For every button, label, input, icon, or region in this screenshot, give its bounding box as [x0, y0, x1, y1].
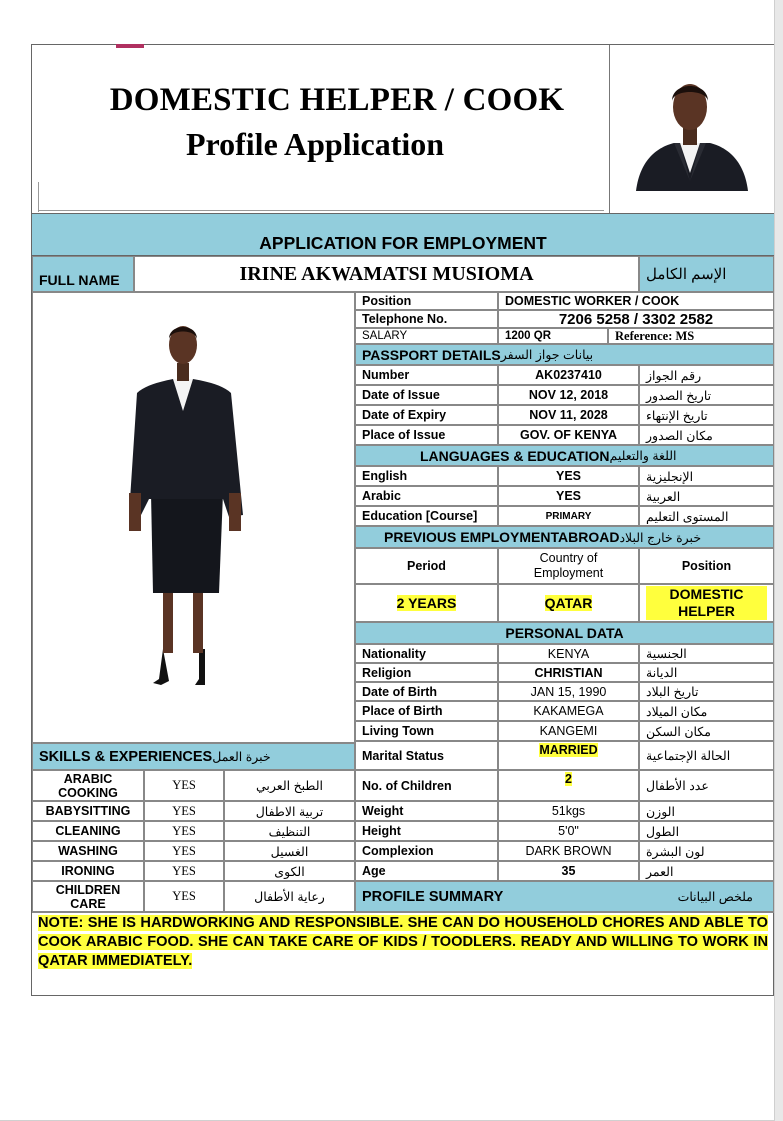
skill-washing-label: WASHING — [32, 841, 144, 861]
languages-section-header — [355, 445, 774, 466]
country-cell — [498, 584, 639, 622]
personal-data-header: PERSONAL DATA — [355, 622, 774, 644]
dob-label: Date of Birth — [355, 682, 498, 701]
english-value: YES — [498, 466, 639, 486]
living-town-label: Living Town — [355, 721, 498, 741]
skill-arabic-cooking-label: ARABIC COOKING — [32, 770, 144, 801]
height-value: 5'0" — [498, 821, 639, 841]
period-header: Period — [355, 548, 498, 584]
passport-number-label: Number — [355, 365, 498, 385]
skill-babysitting-label: BABYSITTING — [32, 801, 144, 821]
country-value: QATAR — [544, 595, 593, 611]
pob-value: KAKAMEGA — [498, 701, 639, 721]
marital-status-cell — [498, 741, 639, 770]
dob-value: JAN 15, 1990 — [498, 682, 639, 701]
children-label: No. of Children — [355, 770, 498, 801]
arabic-label-ar: العربية — [639, 486, 774, 506]
passport-expiry-label-ar: تاريخ الإنتهاء — [639, 405, 774, 425]
previous-employment-title: PREVIOUS EMPLOYMENTABROAD — [384, 529, 620, 545]
dob-label-ar: تاريخ البلاد — [639, 682, 774, 701]
children-label-ar: عدد الأطفال — [639, 770, 774, 801]
reference-value: Reference: MS — [608, 328, 774, 344]
page-subtitle: Profile Application — [185, 126, 445, 162]
note-text — [38, 914, 768, 970]
skills-title-ar: خبرة العمل — [212, 750, 271, 764]
complexion-label-ar: لون البشرة — [639, 841, 774, 861]
page-title: DOMESTIC HELPER / COOK — [109, 82, 565, 118]
position-history-value: DOMESTIC HELPER — [646, 586, 767, 620]
skill-ironing-value: YES — [144, 861, 224, 881]
period-value: 2 YEARS — [396, 595, 457, 611]
age-label-ar: العمر — [639, 861, 774, 881]
nationality-label-ar: الجنسية — [639, 644, 774, 663]
skill-arabic-cooking-value: YES — [144, 770, 224, 801]
skill-ironing-label: IRONING — [32, 861, 144, 881]
profile-summary-title-ar: ملخص البيانات — [677, 890, 753, 904]
passport-section-header — [355, 344, 774, 365]
full-name-value: IRINE AKWAMATSI MUSIOMA — [134, 256, 639, 292]
country-header — [498, 548, 639, 584]
headshot-photo — [610, 45, 774, 213]
profile-summary-header — [355, 881, 774, 912]
skill-cleaning-label: CLEANING — [32, 821, 144, 841]
children-cell — [498, 770, 639, 801]
full-name-label-ar: الإسم الكامل — [639, 256, 774, 292]
nationality-value: KENYA — [498, 644, 639, 663]
passport-place-label: Place of Issue — [355, 425, 498, 445]
living-town-value: KANGEMI — [498, 721, 639, 741]
complexion-value: DARK BROWN — [498, 841, 639, 861]
weight-value: 51kgs — [498, 801, 639, 821]
passport-title: PASSPORT DETAILS — [362, 346, 501, 363]
passport-title-ar: بيانات جواز السفر — [500, 348, 594, 362]
height-label-ar: الطول — [639, 821, 774, 841]
position-value: DOMESTIC WORKER / COOK — [498, 292, 774, 310]
religion-label-ar: الديانة — [639, 663, 774, 682]
header-underline — [38, 210, 604, 211]
age-value: 35 — [498, 861, 639, 881]
children-value: 2 — [565, 772, 572, 786]
previous-employment-title-ar: خبرة خارج البلاد — [619, 530, 702, 545]
skills-section-header — [32, 743, 355, 770]
religion-label: Religion — [355, 663, 498, 682]
weight-label-ar: الوزن — [639, 801, 774, 821]
complexion-label: Complexion — [355, 841, 498, 861]
education-value: PRIMARY — [498, 506, 639, 526]
salary-label: SALARY — [355, 328, 498, 344]
previous-employment-header — [355, 526, 774, 548]
period-cell — [355, 584, 498, 622]
page-edge — [774, 0, 783, 1121]
english-label-ar: الإنجليزية — [639, 466, 774, 486]
skill-children-care-value: YES — [144, 881, 224, 912]
passport-issue-value: NOV 12, 2018 — [498, 385, 639, 405]
languages-title: LANGUAGES & EDUCATION — [420, 447, 610, 464]
religion-value: CHRISTIAN — [498, 663, 639, 682]
education-label: Education [Course] — [355, 506, 498, 526]
passport-issue-label-ar: تاريخ الصدور — [639, 385, 774, 405]
telephone-value: 7206 5258 / 3302 2582 — [498, 310, 774, 328]
pob-label-ar: مكان الميلاد — [639, 701, 774, 721]
english-label: English — [355, 466, 498, 486]
country-header-label: Country of Employment — [533, 551, 604, 580]
position-header: Position — [639, 548, 774, 584]
skill-children-care-label: CHILDREN CARE — [32, 881, 144, 912]
application-band-label: APPLICATION FOR EMPLOYMENT — [259, 233, 547, 253]
skill-babysitting-label-ar: تربية الاطفال — [224, 801, 355, 821]
pob-label: Place of Birth — [355, 701, 498, 721]
arabic-label: Arabic — [355, 486, 498, 506]
position-cell — [639, 584, 774, 622]
skill-children-care-label-ar: رعاية الأطفال — [224, 881, 355, 912]
education-label-ar: المستوى التعليم — [639, 506, 774, 526]
skill-cleaning-value: YES — [144, 821, 224, 841]
passport-number-label-ar: رقم الجواز — [639, 365, 774, 385]
header-divider — [38, 182, 39, 212]
marital-status-label: Marital Status — [355, 741, 498, 770]
weight-label: Weight — [355, 801, 498, 821]
position-label: Position — [355, 292, 498, 310]
application-band — [32, 213, 774, 256]
passport-place-label-ar: مكان الصدور — [639, 425, 774, 445]
skills-title: SKILLS & EXPERIENCES — [39, 748, 213, 765]
passport-expiry-label: Date of Expiry — [355, 405, 498, 425]
full-body-photo — [32, 292, 355, 743]
passport-issue-label: Date of Issue — [355, 385, 498, 405]
salary-value: 1200 QR — [498, 328, 608, 344]
nationality-label: Nationality — [355, 644, 498, 663]
skill-washing-label-ar: الغسيل — [224, 841, 355, 861]
full-name-label: FULL NAME — [32, 256, 134, 292]
skill-cleaning-label-ar: التنظيف — [224, 821, 355, 841]
arabic-value: YES — [498, 486, 639, 506]
skill-washing-value: YES — [144, 841, 224, 861]
languages-title-ar: اللغة والتعليم — [609, 449, 677, 463]
skill-ironing-label-ar: الكوى — [224, 861, 355, 881]
profile-summary-title: PROFILE SUMMARY — [362, 888, 504, 905]
telephone-label: Telephone No. — [355, 310, 498, 328]
passport-number-value: AK0237410 — [498, 365, 639, 385]
height-label: Height — [355, 821, 498, 841]
passport-place-value: GOV. OF KENYA — [498, 425, 639, 445]
marital-status-value: MARRIED — [539, 743, 598, 757]
skill-arabic-cooking-label-ar: الطبخ العربي — [224, 770, 355, 801]
note-value: NOTE: SHE IS HARDWORKING AND RESPONSIBLE. SHE CAN DO HOUSEHOLD CHORES AND ABLE TO COOK ARABIC FOOD. SHE CAN TAKE CARE OF KIDS / TOODLERS. READY AND WILLING TO WORK IN QATAR IMMEDIATELY. — [38, 915, 768, 969]
passport-expiry-value: NOV 11, 2028 — [498, 405, 639, 425]
marital-status-label-ar: الحالة الإجتماعية — [639, 741, 774, 770]
age-label: Age — [355, 861, 498, 881]
living-town-label-ar: مكان السكن — [639, 721, 774, 741]
skill-babysitting-value: YES — [144, 801, 224, 821]
